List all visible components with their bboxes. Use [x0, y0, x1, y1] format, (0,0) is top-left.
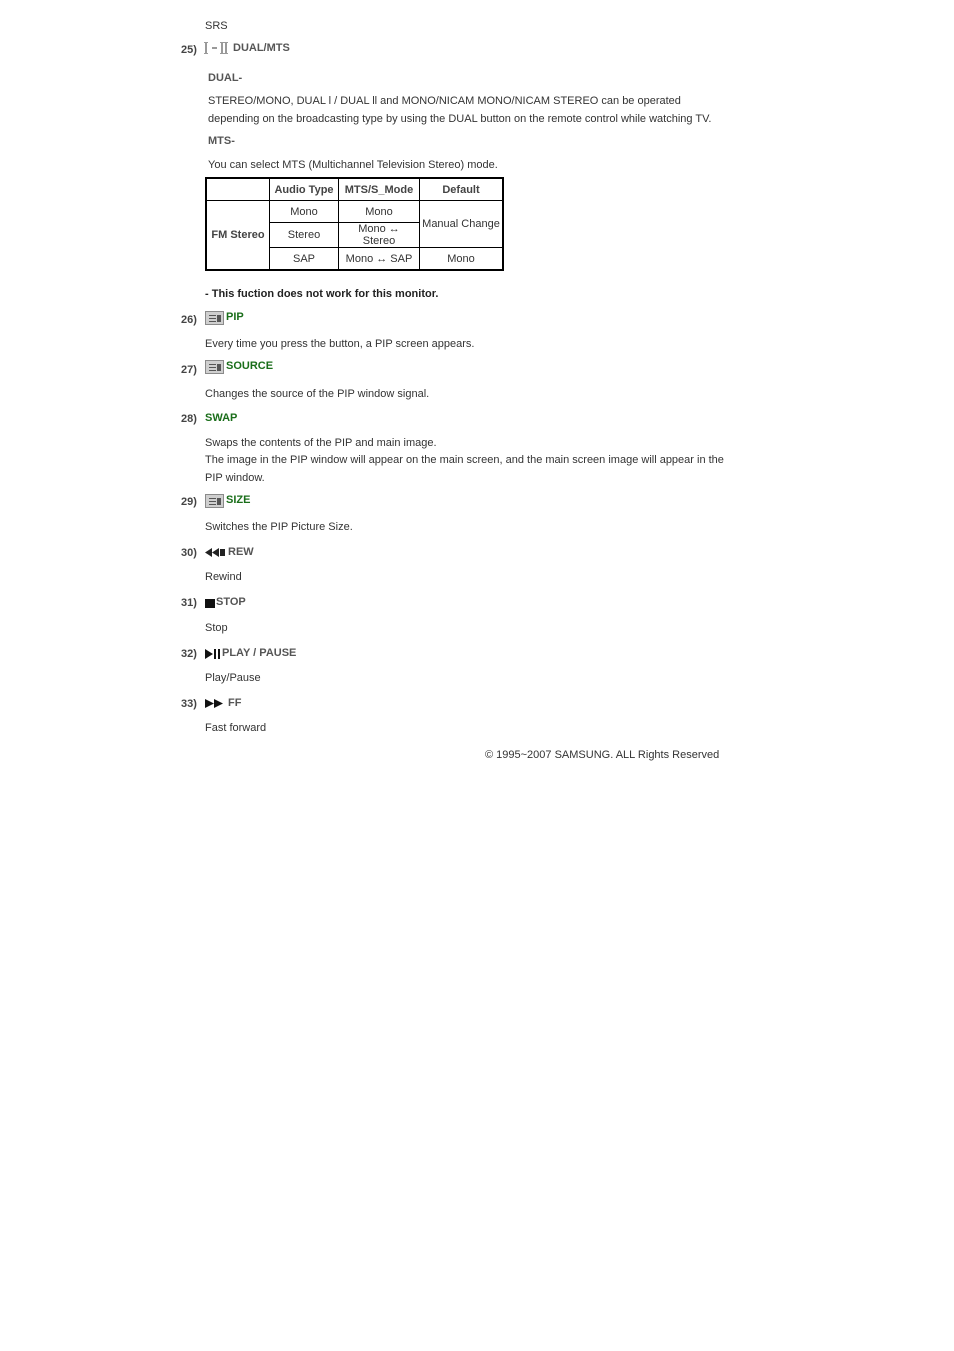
dual-text-line-2: depending on the broadcasting type by using the DUAL button on the remote control while watching TV.: [208, 113, 712, 125]
item-30-description: Rewind: [205, 571, 242, 583]
item-32-number: 32): [181, 648, 197, 660]
table-cell: Mono ↔ SAP: [339, 248, 420, 271]
table-cell: Mono ↔ Stereo: [339, 223, 420, 248]
item-28-title: SWAP: [205, 412, 238, 424]
item-28-number: 28): [181, 413, 197, 425]
table-header-cell: Default: [420, 178, 504, 201]
item-31-description: Stop: [205, 622, 228, 634]
item-33-description: Fast forward: [205, 722, 267, 734]
srs-label: SRS: [205, 20, 228, 32]
item-27-description: Changes the source of the PIP window signal.: [205, 388, 430, 400]
dual-text-line-1: STEREO/MONO, DUAL l / DUAL ll and MONO/NICAM MONO/NICAM STEREO can be operated: [208, 95, 681, 107]
item-33-number: 33): [181, 698, 197, 710]
item-28-description-2: The image in the PIP window will appear on the main screen, and the main screen image will appear in the: [205, 454, 724, 466]
table-cell: Stereo: [270, 223, 339, 248]
item-32-title: PLAY / PAUSE: [222, 647, 297, 659]
mts-table-wrapper: [205, 177, 504, 271]
source-icon: [205, 360, 224, 374]
item-29-title: SIZE: [226, 494, 251, 506]
table-header-cell: Audio Type: [270, 178, 339, 201]
item-29-number: 29): [181, 496, 197, 508]
play-pause-icon: [205, 649, 221, 662]
item-29-description: Switches the PIP Picture Size.: [205, 521, 353, 533]
table-header-cell: MTS/S_Mode: [339, 178, 420, 201]
item-25-title: DUAL/MTS: [233, 42, 290, 54]
item-30-number: 30): [181, 547, 197, 559]
mts-heading: MTS-: [208, 135, 235, 147]
pip-icon: [205, 311, 224, 325]
table-row-label: FM Stereo: [206, 201, 270, 271]
table-cell: Mono: [270, 201, 339, 223]
item-27-title: SOURCE: [226, 360, 274, 372]
size-icon: [205, 494, 224, 508]
item-26-number: 26): [181, 314, 197, 326]
item-26-title: PIP: [226, 311, 244, 323]
rewind-icon: [205, 548, 226, 560]
table-cell: Mono: [339, 201, 420, 223]
table-header-row: [206, 178, 503, 201]
table-cell: SAP: [270, 248, 339, 271]
item-33-title: FF: [228, 697, 242, 709]
dual-heading: DUAL-: [208, 72, 243, 84]
table-header-cell: [206, 178, 270, 201]
table-cell: Manual Change: [420, 201, 504, 248]
fast-forward-icon: [205, 699, 225, 711]
item-27-number: 27): [181, 364, 197, 376]
copyright-footer: © 1995~2007 SAMSUNG. ALL Rights Reserved: [485, 749, 720, 761]
table-row: [206, 201, 503, 223]
item-31-title: STOP: [216, 596, 246, 608]
item-28-description-1: Swaps the contents of the PIP and main image.: [205, 437, 437, 449]
item-31-number: 31): [181, 597, 197, 609]
table-cell: Mono: [420, 248, 504, 271]
stop-icon: [205, 599, 215, 608]
item-28-description-3: PIP window.: [205, 472, 265, 484]
item-26-description: Every time you press the button, a PIP screen appears.: [205, 338, 475, 350]
mts-text: You can select MTS (Multichannel Television Stereo) mode.: [208, 159, 498, 171]
item-30-title: REW: [228, 546, 254, 558]
dual-mts-icon: [204, 41, 232, 55]
item-32-description: Play/Pause: [205, 672, 261, 684]
mts-table: [205, 177, 504, 271]
function-note: - This fuction does not work for this monitor.: [205, 288, 439, 300]
item-25-number: 25): [181, 44, 197, 56]
